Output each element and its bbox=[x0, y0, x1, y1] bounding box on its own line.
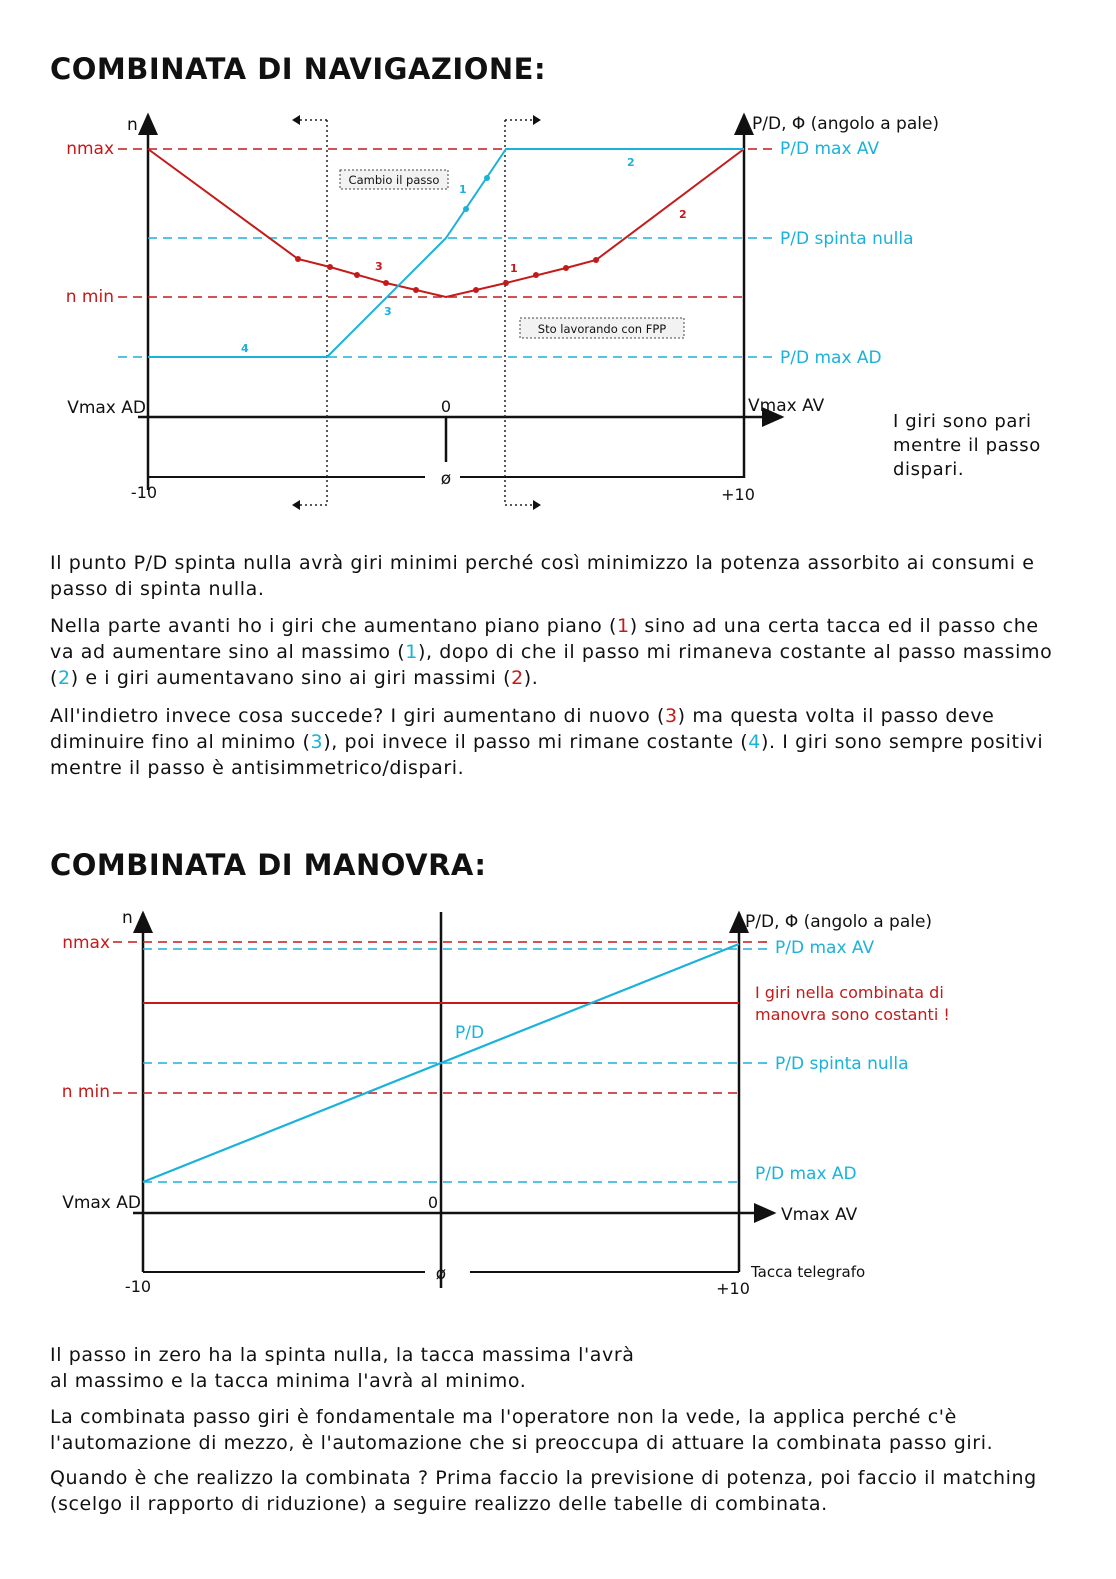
x-min-label: -10 bbox=[124, 1277, 152, 1296]
chart-manovra bbox=[0, 900, 1116, 1310]
red-marker-2: 2 bbox=[679, 208, 687, 221]
paragraph-2: Nella parte avanti ho i giri che aumentano piano piano (1) sino ad una certa tacca ed il passo che va ad aumentare sino al massimo (1), dopo di che il passo mi rimaneva costante al passo massimo (2) e i giri aumentavano sino ai giri massimi (2). bbox=[50, 615, 1053, 689]
y-right-label: P/D, Φ (angolo a pale) bbox=[752, 114, 940, 134]
paragraph-6: Quando è che realizzo la combinata ? Prima faccio la previsione di potenza, poi faccio il matching (scelgo il rapporto di riduzione) a seguire realizzo delle tabelle di combinata. bbox=[50, 1467, 1037, 1515]
nmax-label: nmax bbox=[66, 139, 114, 159]
vmax-ad-label: Vmax AD bbox=[67, 398, 146, 418]
paragraph-4: Il passo in zero ha la spinta nulla, la tacca massima l'avrà al massimo e la tacca minima l'avrà al minimo. bbox=[50, 1344, 635, 1392]
nmax-label: nmax bbox=[62, 933, 110, 953]
box-fpp-label: Sto lavorando con FPP bbox=[537, 322, 667, 336]
pd-spinta-nulla-label: P/D spinta nulla bbox=[775, 1054, 909, 1074]
pd-max-av-label: P/D max AV bbox=[780, 139, 880, 159]
arrow-left-top-icon bbox=[292, 115, 300, 125]
ref-red-2: 2 bbox=[511, 667, 524, 689]
pd-spinta-nulla-label: P/D spinta nulla bbox=[780, 229, 914, 249]
giri-note-line2: manovra sono costanti ! bbox=[755, 1005, 950, 1024]
y-left-label: n bbox=[122, 908, 133, 928]
x-max-label: +10 bbox=[716, 1279, 750, 1298]
arrow-left-bottom-icon bbox=[292, 500, 300, 510]
nmin-label: n min bbox=[61, 1082, 110, 1102]
cyan-marker-2: 2 bbox=[627, 156, 635, 169]
giri-note-line1: I giri nella combinata di bbox=[755, 983, 944, 1002]
paragraph-3: All'indietro invece cosa succede? I giri aumentano di nuovo (3) ma questa volta il passo deve diminuire fino al minimo (3), poi invece il passo mi rimane costante (4). I giri sono sempre positivi mentre il passo è antisimmetrico/dispari. bbox=[50, 705, 1044, 779]
ref-cyan-1: 1 bbox=[405, 641, 418, 663]
zero-label: 0 bbox=[440, 397, 452, 416]
section-title-navigazione: COMBINATA DI NAVIGAZIONE: bbox=[50, 52, 547, 86]
paragraph-1: Il punto P/D spinta nulla avrà giri minimi perché così minimizzo la potenza assorbito ai consumi e passo di spinta nulla. bbox=[50, 552, 1035, 600]
vmax-av-label: Vmax AV bbox=[781, 1205, 858, 1225]
arrow-right-top-icon bbox=[533, 115, 541, 125]
ref-cyan-2: 2 bbox=[58, 667, 71, 689]
ref-red-1: 1 bbox=[617, 615, 630, 637]
red-marker-1: 1 bbox=[510, 262, 518, 275]
pd-max-ad-label: P/D max AD bbox=[780, 348, 882, 368]
red-marker-3: 3 bbox=[375, 260, 383, 273]
tacca-label: Tacca telegrafo bbox=[751, 1263, 866, 1281]
zero-label: 0 bbox=[427, 1193, 439, 1212]
box-cambio-passo-label: Cambio il passo bbox=[348, 173, 440, 187]
nmin-label: n min bbox=[65, 287, 114, 307]
arrow-right-bottom-icon bbox=[533, 500, 541, 510]
pd-max-ad-label: P/D max AD bbox=[755, 1164, 857, 1184]
ref-cyan-3: 3 bbox=[310, 731, 324, 753]
pd-max-av-label: P/D max AV bbox=[775, 938, 875, 958]
cyan-marker-3: 3 bbox=[384, 305, 392, 318]
section-title-manovra: COMBINATA DI MANOVRA: bbox=[50, 848, 487, 882]
y-left-label: n bbox=[127, 115, 138, 135]
side-note: I giri sono pari mentre il passo dispari. bbox=[893, 411, 1041, 480]
ref-cyan-4: 4 bbox=[748, 731, 761, 753]
y-right-label: P/D, Φ (angolo a pale) bbox=[745, 912, 933, 932]
cyan-marker-1: 1 bbox=[459, 183, 467, 196]
rpm-points bbox=[295, 256, 599, 293]
phi-label: ø bbox=[435, 1264, 447, 1284]
x-min-label: -10 bbox=[130, 483, 158, 502]
vmax-ad-label: Vmax AD bbox=[62, 1193, 141, 1213]
phi-label: ø bbox=[440, 469, 452, 489]
paragraph-5: La combinata passo giri è fondamentale ma l'operatore non la vede, la applica perché c'è l'automazione di mezzo, è l'automazione che si preoccupa di attuare la combinata passo giri. bbox=[50, 1406, 994, 1454]
x-max-label: +10 bbox=[721, 485, 755, 504]
ref-red-3: 3 bbox=[664, 705, 678, 727]
vmax-av-label: Vmax AV bbox=[748, 396, 825, 416]
pd-line-label: P/D bbox=[455, 1023, 485, 1043]
cyan-marker-4: 4 bbox=[241, 342, 249, 355]
